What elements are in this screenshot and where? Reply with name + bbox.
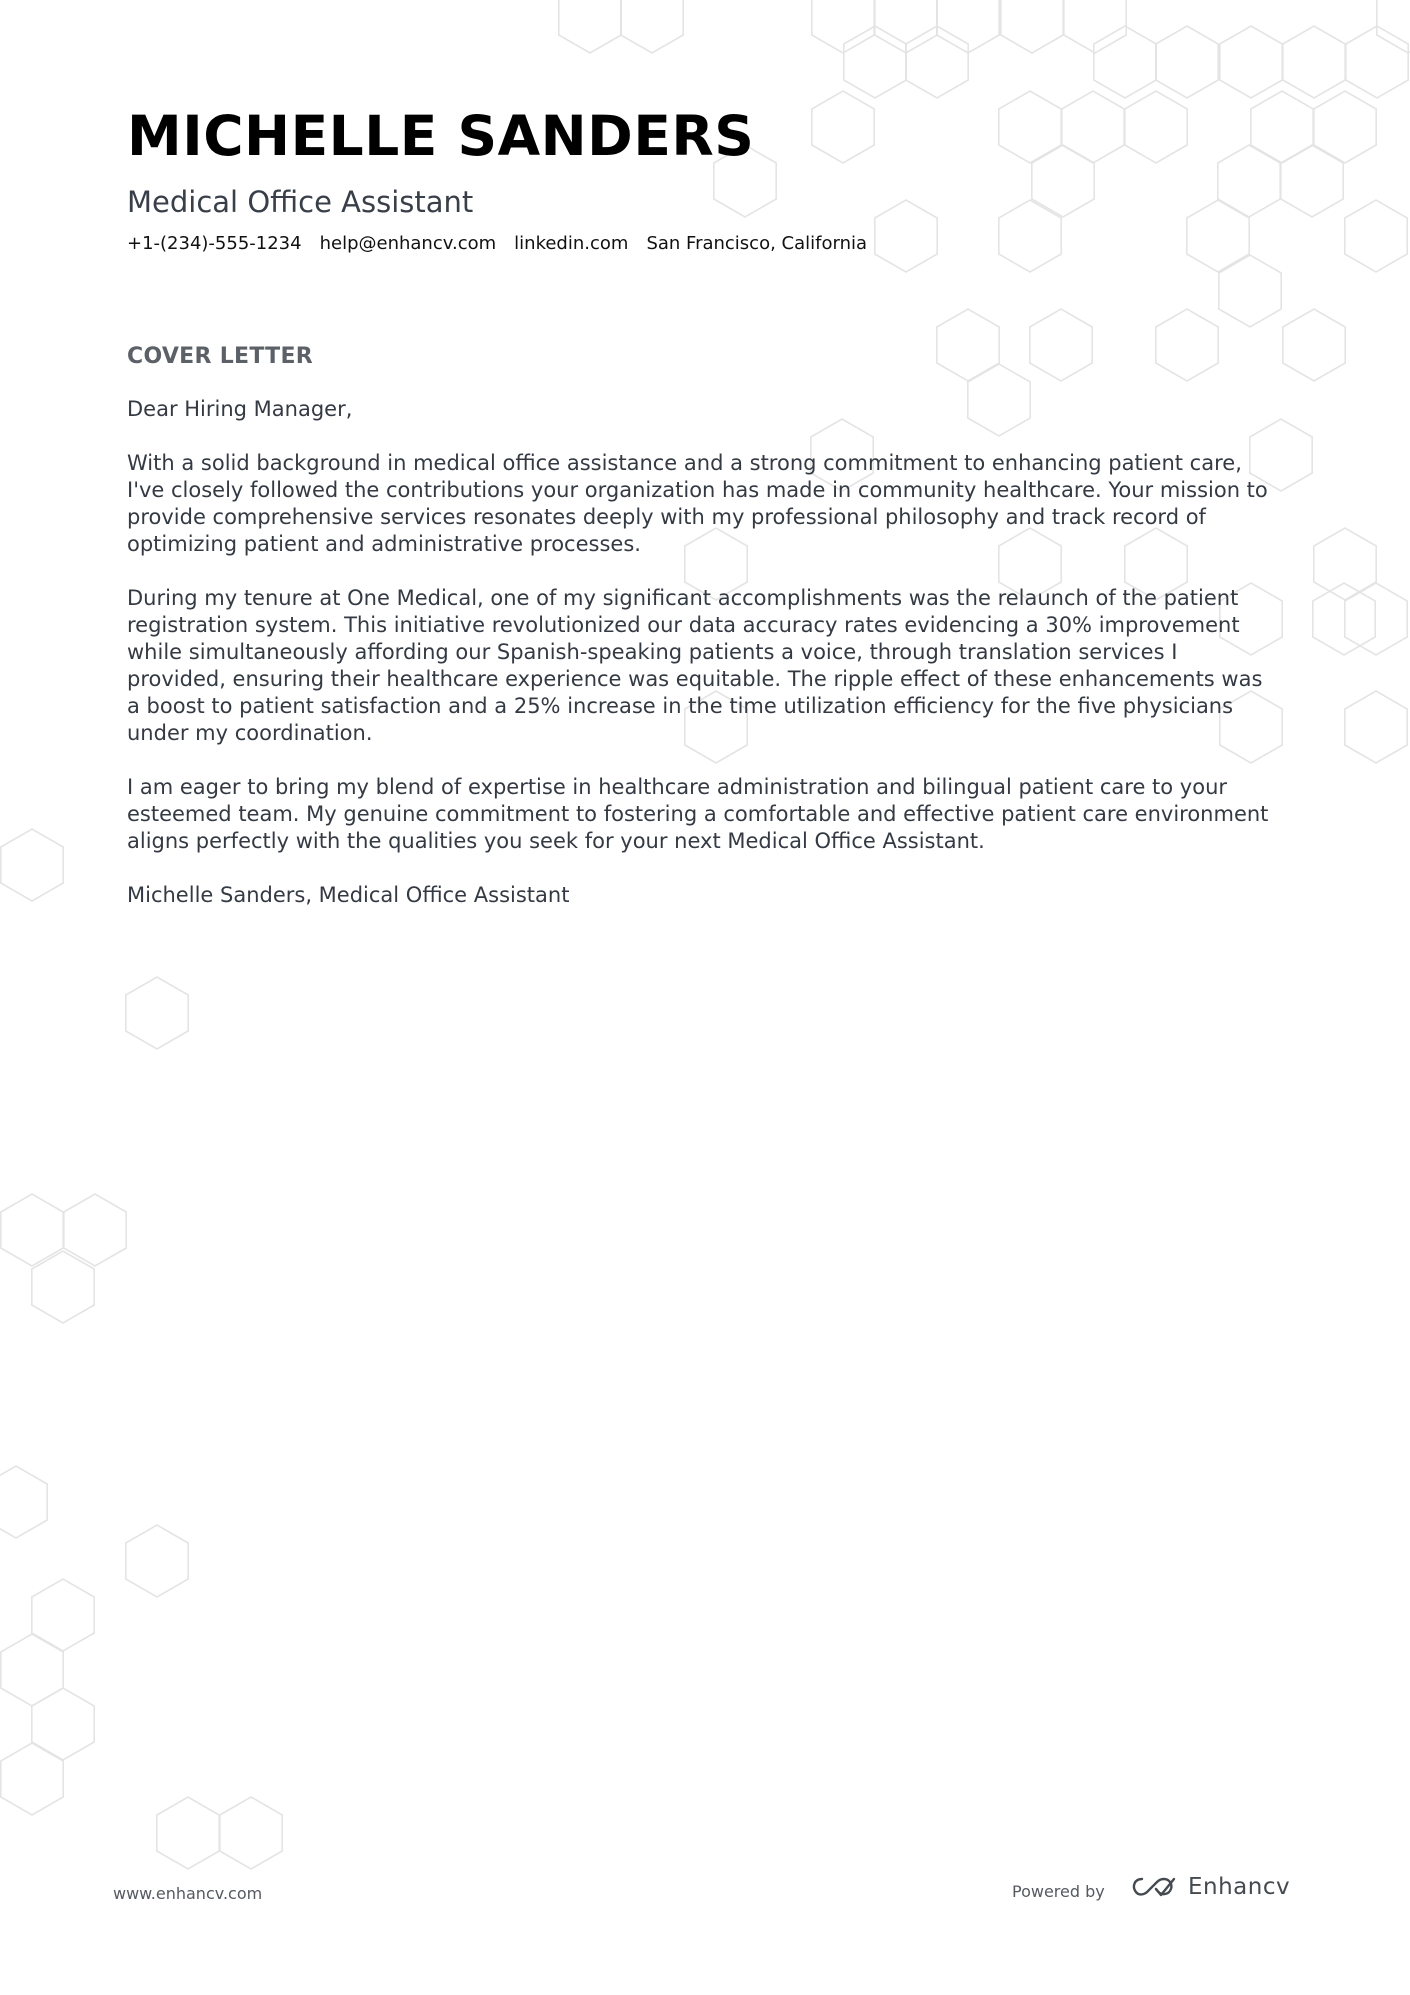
section-title: COVER LETTER — [127, 344, 314, 369]
letter-body — [127, 396, 1277, 936]
hexagon-decoration — [1345, 200, 1407, 272]
hexagon-decoration — [1283, 26, 1345, 98]
enhancv-brand-name: Enhancv — [1188, 1874, 1291, 1900]
hexagon-decoration — [1220, 26, 1282, 98]
letter-paragraph: With a solid background in medical office assistance and a strong commitment to enhancing patient care, I've closely followed the contributions your organization has made in community healthcare. Your mission to provide comprehensive services resonates deeply with my professional philosophy and track record of optimizing patient and administrative processes. — [127, 451, 1268, 556]
powered-by-label: Powered by — [1012, 1882, 1105, 1901]
linkedin-link[interactable]: linkedin.com — [514, 233, 629, 254]
hexagon-decoration — [1345, 691, 1407, 763]
hexagon-decoration — [157, 1797, 219, 1869]
letter-paragraph: I am eager to bring my blend of expertise in healthcare administration and bilingual patient care to your esteemed team. My genuine commitment to fostering a comfortable and effective patient care environment aligns perfectly with the qualities you seek for your next Medical Office Assistant. — [127, 775, 1269, 853]
phone-number[interactable]: +1-(234)-555-1234 — [127, 233, 302, 254]
letter-greeting: Dear Hiring Manager, — [127, 397, 353, 421]
candidate-role: Medical Office Assistant — [127, 185, 474, 219]
hexagon-decoration — [875, 200, 937, 272]
hexagon-decoration — [1030, 309, 1092, 381]
hexagon-decoration — [1094, 26, 1156, 98]
enhancv-brand[interactable] — [1130, 1874, 1290, 1900]
email-address[interactable]: help@enhancv.com — [319, 233, 497, 254]
hexagon-decoration — [0, 1466, 47, 1538]
candidate-name: MICHELLE SANDERS — [127, 104, 755, 168]
hexagon-decoration — [220, 1797, 282, 1869]
hexagon-decoration — [64, 1194, 126, 1266]
hexagon-decoration — [1346, 26, 1408, 98]
hexagon-decoration — [812, 91, 874, 163]
hexagon-decoration — [1, 829, 63, 901]
hexagon-decoration — [559, 0, 621, 53]
hexagon-decoration — [1062, 91, 1124, 163]
hexagon-decoration — [906, 26, 968, 98]
enhancv-logo-icon — [1130, 1876, 1176, 1898]
letter-paragraph: During my tenure at One Medical, one of my significant accomplishments was the relaunch of the patient registration system. This initiative revolutionized our data accuracy rates evidencing a 30% improvement while simultaneously affording our Spanish-speaking patients a voice, through translation services I provided, ensuring their healthcare experience was equitable. The ripple effect of these enhancements was a boost to patient satisfaction and a 25% increase in the time utilization efficiency for the five physicians under my coordination. — [127, 586, 1263, 745]
hexagon-decoration — [621, 0, 683, 53]
hexagon-decoration — [1001, 0, 1063, 53]
hexagon-decoration — [1125, 91, 1187, 163]
hexagon-decoration — [1156, 26, 1218, 98]
hexagon-decoration — [844, 26, 906, 98]
hexagon-decoration — [1156, 309, 1218, 381]
hexagon-decoration — [126, 1525, 188, 1597]
hexagon-decoration — [126, 977, 188, 1049]
location: San Francisco, California — [646, 233, 868, 254]
hexagon-decoration — [1064, 0, 1126, 53]
footer-website-link[interactable]: www.enhancv.com — [113, 1884, 263, 1903]
letter-signature: Michelle Sanders, Medical Office Assistant — [127, 883, 570, 907]
hexagon-decoration — [1377, 0, 1410, 53]
contact-info — [127, 233, 867, 254]
hexagon-decoration — [32, 1251, 94, 1323]
hexagon-decoration — [1, 1194, 63, 1266]
hexagon-decoration — [1283, 309, 1345, 381]
